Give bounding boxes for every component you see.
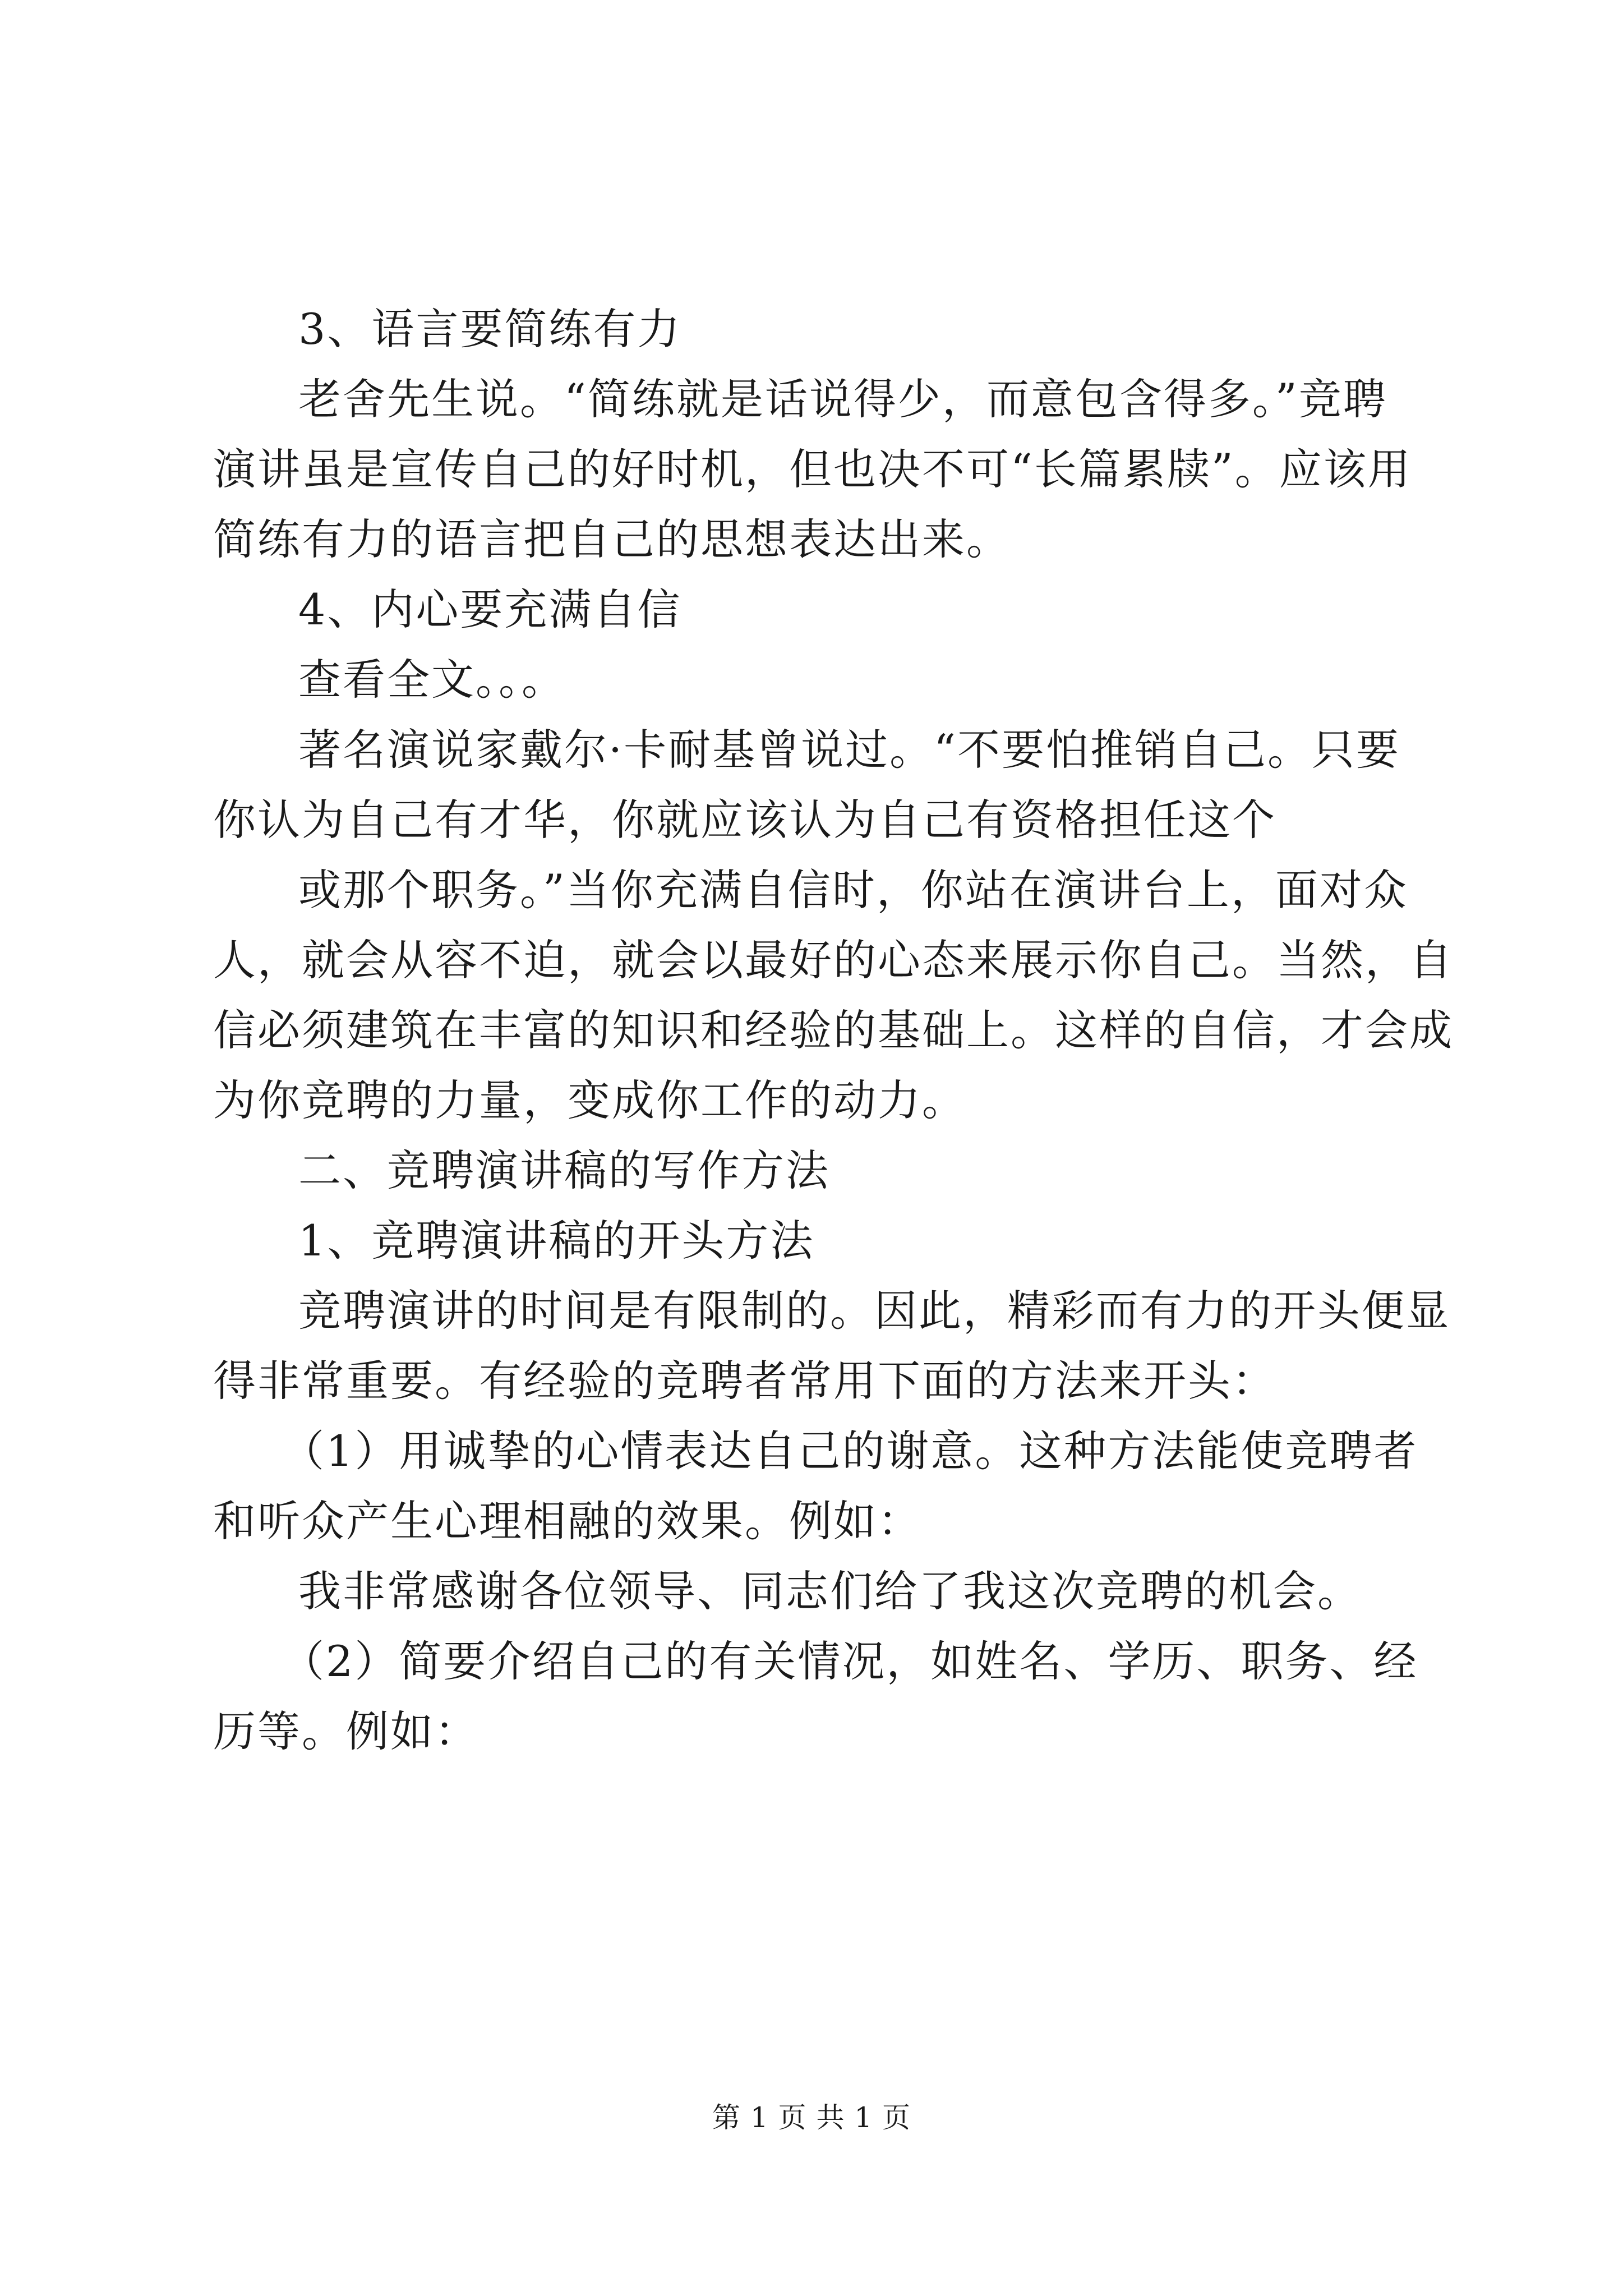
text-line: （1）用诚挚的心情表达自己的谢意。这种方法能使竞聘者 xyxy=(282,1426,1418,1476)
text-line: 信必须建筑在丰富的知识和经验的基础上。这样的自信，才会成 xyxy=(213,1005,1454,1055)
text-line: 人，就会从容不迫，就会以最好的心态来展示你自己。当然，自 xyxy=(213,935,1454,985)
text-line: 得非常重要。有经验的竞聘者常用下面的方法来开头： xyxy=(213,1356,1276,1406)
text-line: 4、内心要充满自信 xyxy=(298,585,682,634)
text-line: 或那个职务。”当你充满自信时，你站在演讲台上，面对众 xyxy=(298,865,1408,915)
paragraph xyxy=(213,715,1413,855)
text-line: 演讲虽是宣传自己的好时机，但也决不可“长篇累牍”。应该用 xyxy=(213,444,1412,494)
text-line: 老舍先生说。“简练就是话说得少，而意包含得多。”竞聘 xyxy=(298,374,1387,424)
paragraph xyxy=(213,855,1454,1135)
text-line: 3、语言要简练有力 xyxy=(298,304,682,354)
text-line: 二、竞聘演讲稿的写作方法 xyxy=(298,1145,830,1195)
subsection-heading xyxy=(213,1205,1413,1276)
paragraph xyxy=(213,1416,1418,1556)
paragraph xyxy=(213,1626,1418,1766)
text-line: 和听众产生心理相融的效果。例如： xyxy=(213,1496,922,1546)
paragraph xyxy=(213,294,1413,364)
paragraph xyxy=(213,1556,1413,1626)
page-number: 第 1 页 共 1 页 xyxy=(712,2101,911,2134)
text-line: 1、竞聘演讲稿的开头方法 xyxy=(298,1216,815,1266)
text-line: 竞聘演讲的时间是有限制的。因此，精彩而有力的开头便显 xyxy=(298,1286,1450,1336)
paragraph xyxy=(213,364,1413,574)
section-heading xyxy=(213,1135,1413,1205)
text-line: 你认为自己有才华，你就应该认为自己有资格担任这个 xyxy=(213,795,1276,845)
text-line: 简练有力的语言把自己的思想表达出来。 xyxy=(213,514,1011,564)
paragraph xyxy=(213,645,1413,715)
paragraph xyxy=(213,1276,1450,1416)
text-line: 著名演说家戴尔·卡耐基曾说过。“不要怕推销自己。只要 xyxy=(298,725,1401,775)
text-line: 我非常感谢各位领导、同志们给了我这次竞聘的机会。 xyxy=(298,1566,1362,1616)
text-line: 查看全文。。。 xyxy=(298,655,566,705)
text-line: 为你竞聘的力量，变成你工作的动力。 xyxy=(213,1075,966,1125)
paragraph xyxy=(213,574,1413,645)
text-line: 历等。例如： xyxy=(213,1706,479,1756)
page-footer xyxy=(0,2101,1623,2134)
document-body xyxy=(213,294,1454,1766)
text-line: （2）简要介绍自己的有关情况，如姓名、学历、职务、经 xyxy=(282,1636,1418,1686)
